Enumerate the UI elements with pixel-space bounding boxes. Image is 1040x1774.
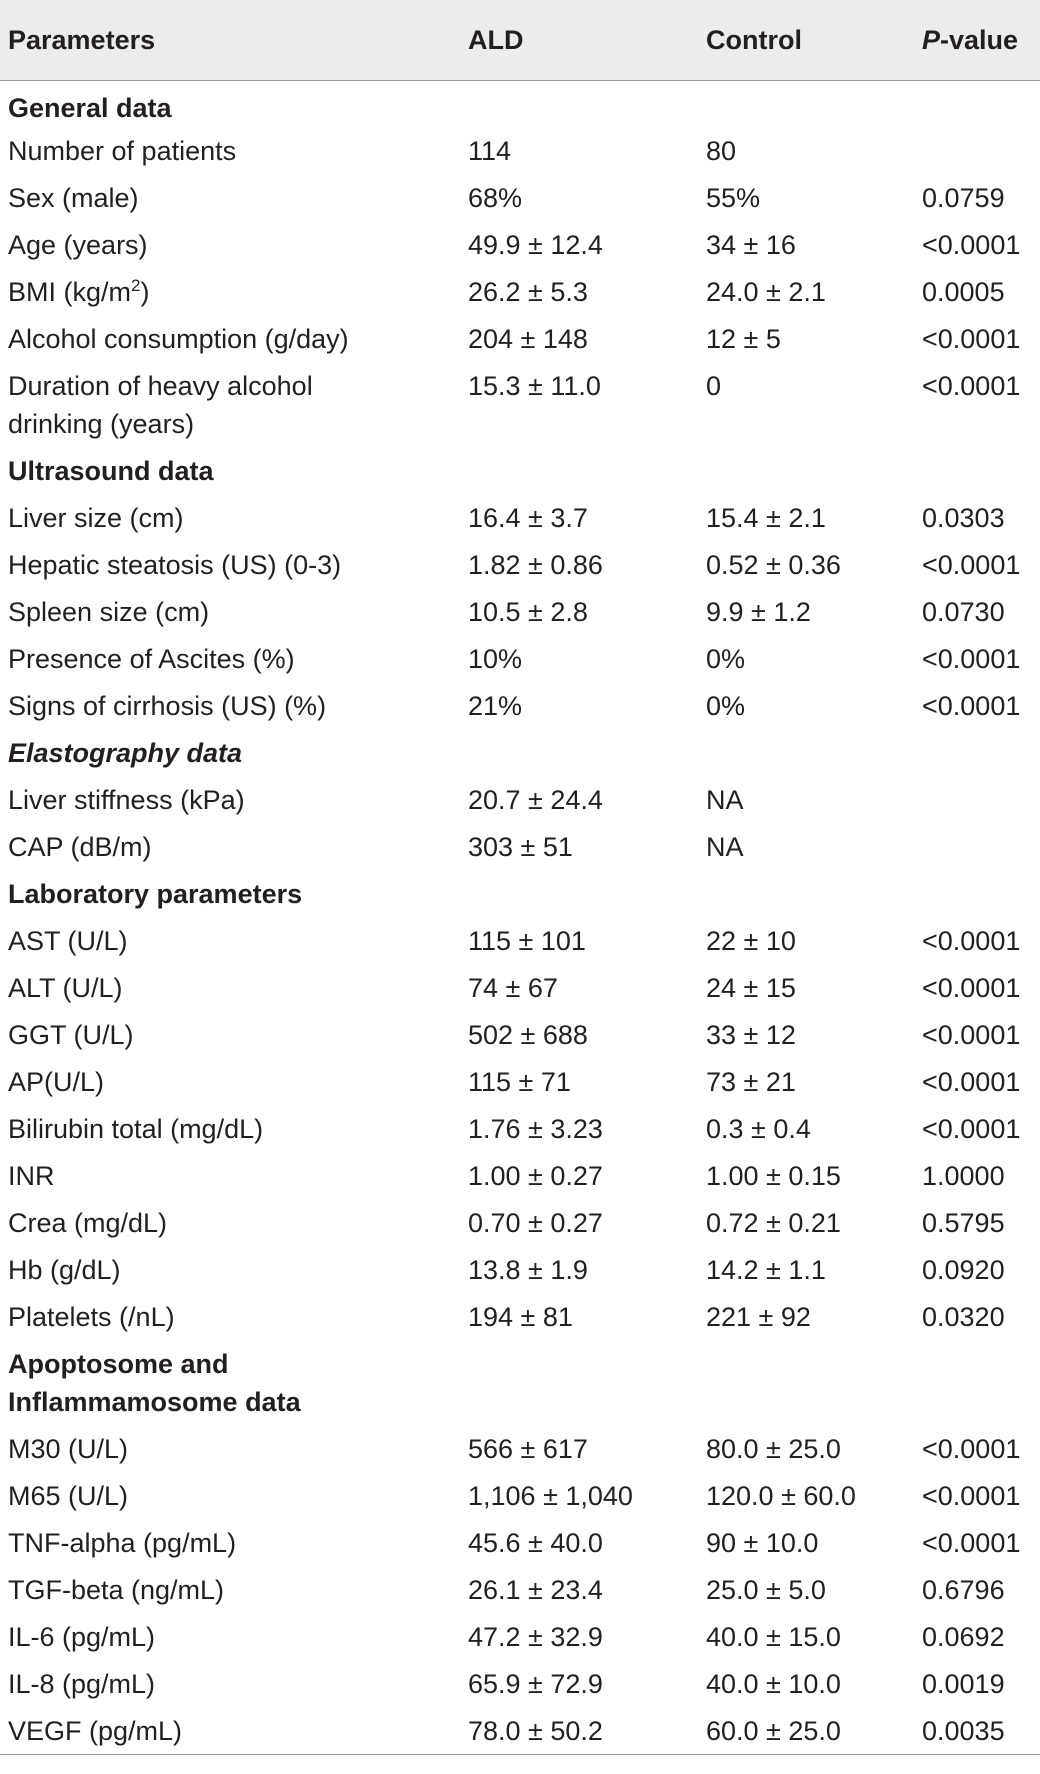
row-label: Presence of Ascites (%) bbox=[8, 643, 295, 674]
header-pvalue-italic: P bbox=[922, 24, 941, 55]
row-ald-value: 194 ± 81 bbox=[468, 1301, 573, 1332]
row-control-value: 14.2 ± 1.1 bbox=[706, 1254, 826, 1285]
row-label bbox=[0, 363, 460, 448]
table-row bbox=[0, 495, 1040, 542]
row-label: Liver stiffness (kPa) bbox=[8, 784, 245, 815]
row-ald-value: 10% bbox=[468, 643, 523, 674]
section-title-apoptosome-line1: Apoptosome and bbox=[8, 1348, 229, 1379]
table-row bbox=[0, 1247, 1040, 1294]
row-label: Crea (mg/dL) bbox=[8, 1207, 168, 1238]
row-p-value: <0.0001 bbox=[922, 1480, 1021, 1511]
section-row-ultrasound bbox=[0, 448, 1040, 495]
table-row bbox=[0, 965, 1040, 1012]
row-control-value: 60.0 ± 25.0 bbox=[698, 1708, 922, 1755]
row-label bbox=[0, 269, 460, 316]
table-row bbox=[0, 777, 1040, 824]
row-label: TGF-beta (ng/mL) bbox=[8, 1574, 225, 1605]
row-p-value: <0.0001 bbox=[922, 972, 1021, 1003]
row-ald-value: 566 ± 617 bbox=[468, 1433, 588, 1464]
row-ald-value: 204 ± 148 bbox=[468, 323, 588, 354]
table-row bbox=[0, 1473, 1040, 1520]
row-label: AP(U/L) bbox=[8, 1066, 105, 1097]
row-label: AST (U/L) bbox=[8, 925, 128, 956]
row-control-value: 25.0 ± 5.0 bbox=[706, 1574, 826, 1605]
row-p-value: <0.0001 bbox=[922, 1019, 1021, 1050]
duration-label-line2: drinking (years) bbox=[8, 408, 195, 439]
row-label: Signs of cirrhosis (US) (%) bbox=[8, 690, 327, 721]
row-control-value: NA bbox=[706, 831, 744, 862]
header-control: Control bbox=[698, 0, 922, 81]
row-label: INR bbox=[8, 1160, 55, 1191]
row-control-value: 24.0 ± 2.1 bbox=[706, 276, 826, 307]
row-p-value bbox=[922, 824, 1040, 871]
row-ald-value: 47.2 ± 32.9 bbox=[468, 1621, 603, 1652]
row-label: Age (years) bbox=[8, 229, 148, 260]
table-row bbox=[0, 1520, 1040, 1567]
table-row bbox=[0, 128, 1040, 175]
table-row bbox=[0, 918, 1040, 965]
row-label: Platelets (/nL) bbox=[8, 1301, 175, 1332]
row-ald-value: 65.9 ± 72.9 bbox=[468, 1668, 603, 1699]
bmi-label-superscript: 2 bbox=[131, 275, 141, 295]
table-row bbox=[0, 1567, 1040, 1614]
row-p-value: <0.0001 bbox=[922, 643, 1021, 674]
row-p-value: 0.0019 bbox=[922, 1668, 1005, 1699]
table-row bbox=[0, 316, 1040, 363]
row-control-value: 22 ± 10 bbox=[706, 925, 796, 956]
table-row bbox=[0, 175, 1040, 222]
row-label: Hb (g/dL) bbox=[8, 1254, 121, 1285]
table-row bbox=[0, 1294, 1040, 1341]
row-ald-value: 1,106 ± 1,040 bbox=[468, 1480, 633, 1511]
row-label: Bilirubin total (mg/dL) bbox=[8, 1113, 264, 1144]
row-ald-value: 16.4 ± 3.7 bbox=[468, 502, 588, 533]
row-p-value: <0.0001 bbox=[922, 323, 1021, 354]
table-row bbox=[0, 824, 1040, 871]
row-ald-value: 26.1 ± 23.4 bbox=[468, 1574, 603, 1605]
table-row bbox=[0, 1153, 1040, 1200]
table-row bbox=[0, 1106, 1040, 1153]
row-control-value: 221 ± 92 bbox=[706, 1301, 811, 1332]
row-control-value: 0% bbox=[706, 690, 746, 721]
row-p-value bbox=[922, 128, 1040, 175]
row-label: M30 (U/L) bbox=[8, 1433, 129, 1464]
row-p-value: <0.0001 bbox=[922, 549, 1021, 580]
row-control-value: 33 ± 12 bbox=[706, 1019, 796, 1050]
table-row bbox=[0, 363, 1040, 448]
row-control-value: NA bbox=[706, 784, 744, 815]
row-control-value: 1.00 ± 0.15 bbox=[706, 1160, 841, 1191]
row-ald-value: 115 ± 71 bbox=[468, 1066, 571, 1097]
row-control-value: 9.9 ± 1.2 bbox=[706, 596, 811, 627]
bmi-label-close: ) bbox=[140, 276, 150, 307]
row-control-value: 0 bbox=[706, 370, 722, 401]
row-ald-value: 26.2 ± 5.3 bbox=[468, 276, 588, 307]
row-label: Liver size (cm) bbox=[8, 502, 184, 533]
row-label: GGT (U/L) bbox=[8, 1019, 134, 1050]
row-control-value: 40.0 ± 15.0 bbox=[706, 1621, 841, 1652]
row-control-value: 73 ± 21 bbox=[706, 1066, 796, 1097]
row-p-value: 0.0920 bbox=[922, 1254, 1005, 1285]
table-row bbox=[0, 1661, 1040, 1708]
row-label: Number of patients bbox=[8, 135, 237, 166]
row-ald-value: 1.82 ± 0.86 bbox=[468, 549, 603, 580]
row-ald-value: 502 ± 688 bbox=[468, 1019, 588, 1050]
row-ald-value: 74 ± 67 bbox=[468, 972, 558, 1003]
table-row bbox=[0, 683, 1040, 730]
table-row bbox=[0, 1614, 1040, 1661]
row-ald-value: 10.5 ± 2.8 bbox=[468, 596, 588, 627]
table-header-row bbox=[0, 0, 1040, 81]
row-ald-value: 68% bbox=[468, 182, 523, 213]
row-ald-value: 13.8 ± 1.9 bbox=[468, 1254, 588, 1285]
row-p-value: 0.0303 bbox=[922, 502, 1005, 533]
table-row bbox=[0, 1708, 1040, 1755]
section-row-apoptosome bbox=[0, 1341, 1040, 1426]
table-row bbox=[0, 542, 1040, 589]
row-ald-value: 15.3 ± 11.0 bbox=[468, 370, 601, 401]
section-title-general: General data bbox=[8, 93, 172, 123]
header-ald: ALD bbox=[460, 0, 698, 81]
row-ald-value: 115 ± 101 bbox=[468, 925, 586, 956]
row-label: M65 (U/L) bbox=[8, 1480, 129, 1511]
row-p-value: <0.0001 bbox=[922, 229, 1021, 260]
row-p-value: 0.0759 bbox=[922, 182, 1005, 213]
row-ald-value: 114 bbox=[468, 135, 512, 166]
row-label: IL-6 (pg/mL) bbox=[8, 1621, 156, 1652]
row-ald-value: 1.00 ± 0.27 bbox=[468, 1160, 603, 1191]
row-p-value: <0.0001 bbox=[922, 1066, 1021, 1097]
row-control-value: 15.4 ± 2.1 bbox=[706, 502, 826, 533]
row-control-value: 0.3 ± 0.4 bbox=[706, 1113, 811, 1144]
row-p-value: <0.0001 bbox=[922, 925, 1021, 956]
section-title-laboratory: Laboratory parameters bbox=[8, 878, 303, 909]
row-p-value: <0.0001 bbox=[922, 1433, 1021, 1464]
row-control-value: 0% bbox=[706, 643, 746, 674]
section-title-elastography: Elastography data bbox=[8, 737, 243, 768]
row-label: CAP (dB/m) bbox=[8, 831, 152, 862]
bmi-label-text: BMI (kg/m bbox=[8, 276, 132, 307]
row-control-value: 120.0 ± 60.0 bbox=[706, 1480, 856, 1511]
section-row-laboratory bbox=[0, 871, 1040, 918]
row-ald-value: 45.6 ± 40.0 bbox=[468, 1527, 603, 1558]
row-ald-value: 78.0 ± 50.2 bbox=[460, 1708, 698, 1755]
table-row bbox=[0, 589, 1040, 636]
row-p-value: <0.0001 bbox=[922, 690, 1021, 721]
row-control-value: 90 ± 10.0 bbox=[706, 1527, 819, 1558]
row-p-value: <0.0001 bbox=[922, 1113, 1021, 1144]
section-title-apoptosome-line2: Inflammamosome data bbox=[8, 1386, 301, 1417]
row-p-value: <0.0001 bbox=[922, 1527, 1021, 1558]
row-p-value: 0.0035 bbox=[922, 1708, 1040, 1755]
table-row bbox=[0, 222, 1040, 269]
row-ald-value: 303 ± 51 bbox=[468, 831, 573, 862]
section-title-ultrasound: Ultrasound data bbox=[8, 455, 214, 486]
row-ald-value: 21% bbox=[468, 690, 523, 721]
row-p-value: 0.5795 bbox=[922, 1207, 1005, 1238]
row-control-value: 34 ± 16 bbox=[706, 229, 796, 260]
row-ald-value: 49.9 ± 12.4 bbox=[468, 229, 603, 260]
row-p-value: 1.0000 bbox=[922, 1160, 1005, 1191]
row-p-value bbox=[922, 777, 1040, 824]
header-parameters: Parameters bbox=[0, 0, 460, 81]
section-row-general bbox=[0, 81, 1040, 128]
row-label: Spleen size (cm) bbox=[8, 596, 210, 627]
table-row bbox=[0, 1200, 1040, 1247]
row-label: Sex (male) bbox=[8, 182, 139, 213]
duration-label-line1: Duration of heavy alcohol bbox=[8, 370, 313, 401]
row-label: ALT (U/L) bbox=[8, 972, 123, 1003]
row-ald-value: 1.76 ± 3.23 bbox=[468, 1113, 603, 1144]
table-row bbox=[0, 1012, 1040, 1059]
row-label: IL-8 (pg/mL) bbox=[8, 1668, 156, 1699]
row-label: Hepatic steatosis (US) (0-3) bbox=[8, 549, 342, 580]
row-label: TNF-alpha (pg/mL) bbox=[8, 1527, 237, 1558]
row-control-value: 80.0 ± 25.0 bbox=[706, 1433, 841, 1464]
row-control-value: 0.72 ± 0.21 bbox=[706, 1207, 841, 1238]
row-ald-value: 0.70 ± 0.27 bbox=[468, 1207, 603, 1238]
table-row bbox=[0, 269, 1040, 316]
section-title-apoptosome bbox=[0, 1341, 1040, 1426]
row-control-value: 40.0 ± 10.0 bbox=[706, 1668, 841, 1699]
row-control-value: 80 bbox=[706, 135, 737, 166]
table-row bbox=[0, 1059, 1040, 1106]
header-pvalue-rest: -value bbox=[940, 24, 1019, 55]
table-row bbox=[0, 636, 1040, 683]
row-p-value: 0.0320 bbox=[922, 1301, 1005, 1332]
row-p-value: <0.0001 bbox=[922, 370, 1021, 401]
row-p-value: 0.0730 bbox=[922, 596, 1005, 627]
row-label: Alcohol consumption (g/day) bbox=[8, 323, 349, 354]
row-control-value: 0.52 ± 0.36 bbox=[706, 549, 841, 580]
row-ald-value: 20.7 ± 24.4 bbox=[468, 784, 603, 815]
row-p-value: 0.0692 bbox=[922, 1621, 1005, 1652]
row-control-value: 55% bbox=[706, 182, 761, 213]
row-p-value: 0.6796 bbox=[922, 1574, 1005, 1605]
row-control-value: 24 ± 15 bbox=[706, 972, 796, 1003]
row-control-value: 12 ± 5 bbox=[706, 323, 781, 354]
header-pvalue bbox=[922, 0, 1040, 81]
section-row-elastography bbox=[0, 730, 1040, 777]
row-p-value: 0.0005 bbox=[922, 276, 1005, 307]
table-row bbox=[0, 1426, 1040, 1473]
row-label: VEGF (pg/mL) bbox=[0, 1708, 460, 1755]
